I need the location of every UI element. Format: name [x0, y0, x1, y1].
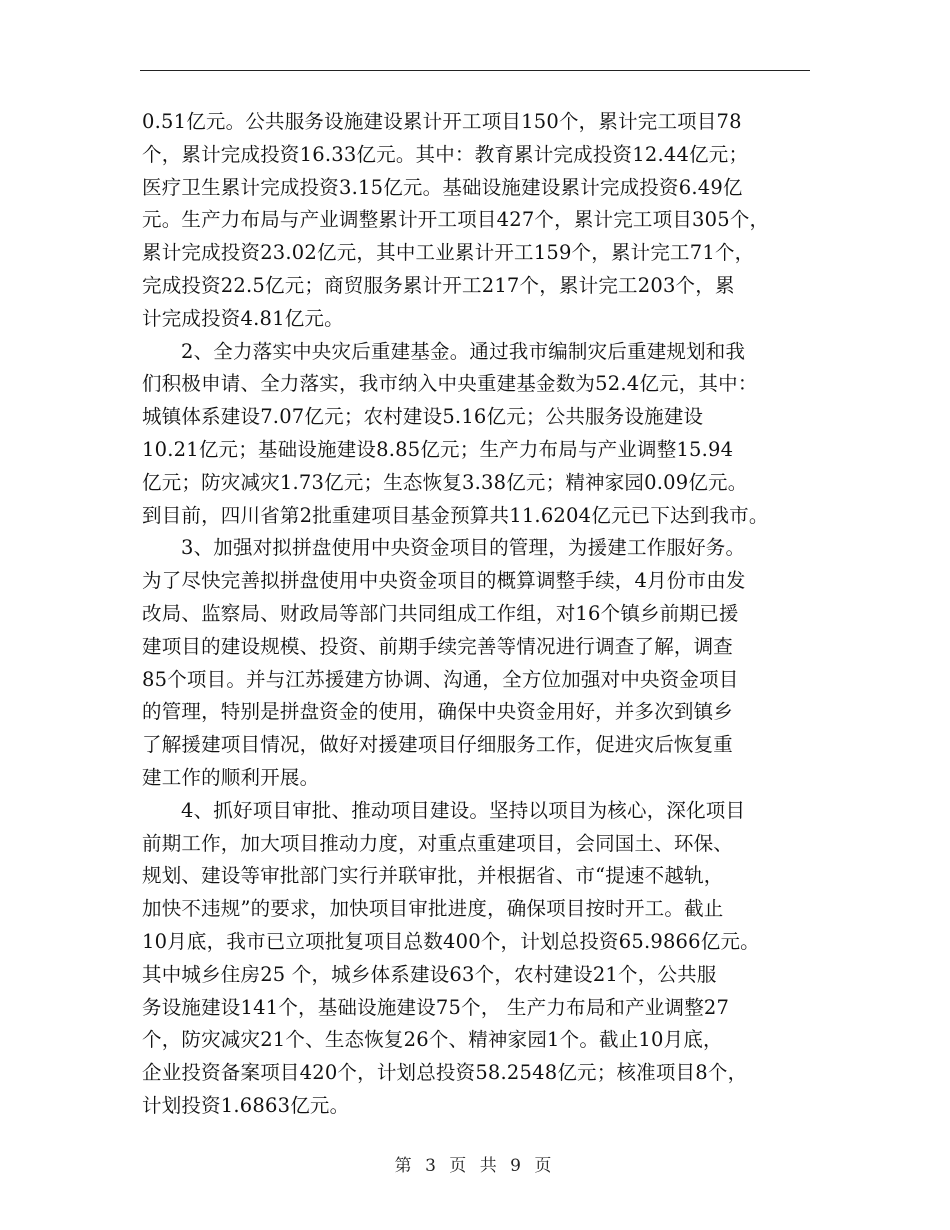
text-line: 建工作的顺利开展。 [142, 765, 320, 789]
text-line: 加快不违规”的要求，加快项目审批进度，确保项目按时开工。截止 [142, 897, 724, 921]
page-footer: 第 3 页 共 9 页 [394, 1156, 556, 1176]
text-line: 累计完成投资23.02亿元，其中工业累计开工159个，累计完工71个， [142, 241, 755, 265]
text-line: 建项目的建设规模、投资、前期手续完善等情况进行调查了解，调查 [142, 634, 734, 658]
text-line: 改局、监察局、财政局等部门共同组成工作组，对16个镇乡前期已援 [142, 601, 739, 625]
text-line: 务设施建设141个，基础设施建设75个， 生产力布局和产业调整27 [142, 995, 730, 1019]
text-line: 前期工作，加大项目推动力度，对重点重建项目，会同国土、环保、 [142, 831, 734, 855]
text-line: 个，累计完成投资16.33亿元。其中：教育累计完成投资12.44亿元； [142, 142, 749, 166]
text-line: 了解援建项目情况，做好对援建项目仔细服务工作，促进灾后恢复重 [142, 733, 734, 757]
text-line: 其中城乡住房25 个，城乡体系建设63个，农村建设21个，公共服 [142, 962, 717, 986]
document-body [142, 106, 822, 1123]
text-line: 们积极申请、全力落实，我市纳入中央重建基金数为52.4亿元，其中： [142, 372, 758, 396]
paragraph-first-line: 3、加强对拟拼盘使用中央资金项目的管理，为援建工作服好务。 [181, 536, 746, 560]
text-line: 为了尽快完善拟拼盘使用中央资金项目的概算调整手续，4月份市由发 [142, 569, 746, 593]
paragraph-first-line: 2、全力落实中央灾后重建基金。通过我市编制灾后重建规划和我 [181, 339, 746, 363]
text-line: 城镇体系建设7.07亿元；农村建设5.16亿元；公共服务设施建设 [142, 405, 704, 429]
text-line: 亿元；防灾减灾1.73亿元；生态恢复3.38亿元；精神家园0.09亿元。 [142, 470, 748, 494]
text-line: 计划投资1.6863亿元。 [142, 1093, 350, 1117]
text-line: 企业投资备案项目420个，计划总投资58.2548亿元；核准项目8个， [142, 1061, 748, 1085]
text-line: 85个项目。并与江苏援建方协调、沟通，全方位加强对中央资金项目 [142, 667, 739, 691]
text-line: 10月底，我市已立项批复项目总数400个，计划总投资65.9866亿元。 [142, 929, 760, 953]
text-line: 0.51亿元。公共服务设施建设累计开工项目150个，累计完工项目78 [142, 110, 742, 133]
text-line: 计完成投资4.81亿元。 [142, 306, 344, 330]
header-rule [140, 70, 810, 71]
text-line: 规划、建设等审批部门实行并联审批，并根据省、市“提速不越轨， [142, 864, 724, 888]
text-line: 元。生产力布局与产业调整累计开工项目427个，累计完工项目305个， [142, 208, 770, 232]
text-line: 个，防灾减灾21个、生态恢复26个、精神家园1个。截止10月底， [142, 1028, 723, 1052]
text-line: 医疗卫生累计完成投资3.15亿元。基础设施建设累计完成投资6.49亿 [142, 175, 743, 199]
text-line: 的管理，特别是拼盘资金的使用，确保中央资金用好，并多次到镇乡 [142, 700, 734, 724]
text-line: 到目前，四川省第2批重建项目基金预算共11.6204亿元已下达到我市。 [142, 503, 769, 527]
paragraph-first-line: 4、抓好项目审批、推动项目建设。坚持以项目为核心，深化项目 [181, 798, 746, 822]
text-line: 10.21亿元；基础设施建设8.85亿元；生产力布局与产业调整15.94 [142, 437, 734, 461]
text-line: 完成投资22.5亿元；商贸服务累计开工217个，累计完工203个，累 [142, 273, 735, 297]
